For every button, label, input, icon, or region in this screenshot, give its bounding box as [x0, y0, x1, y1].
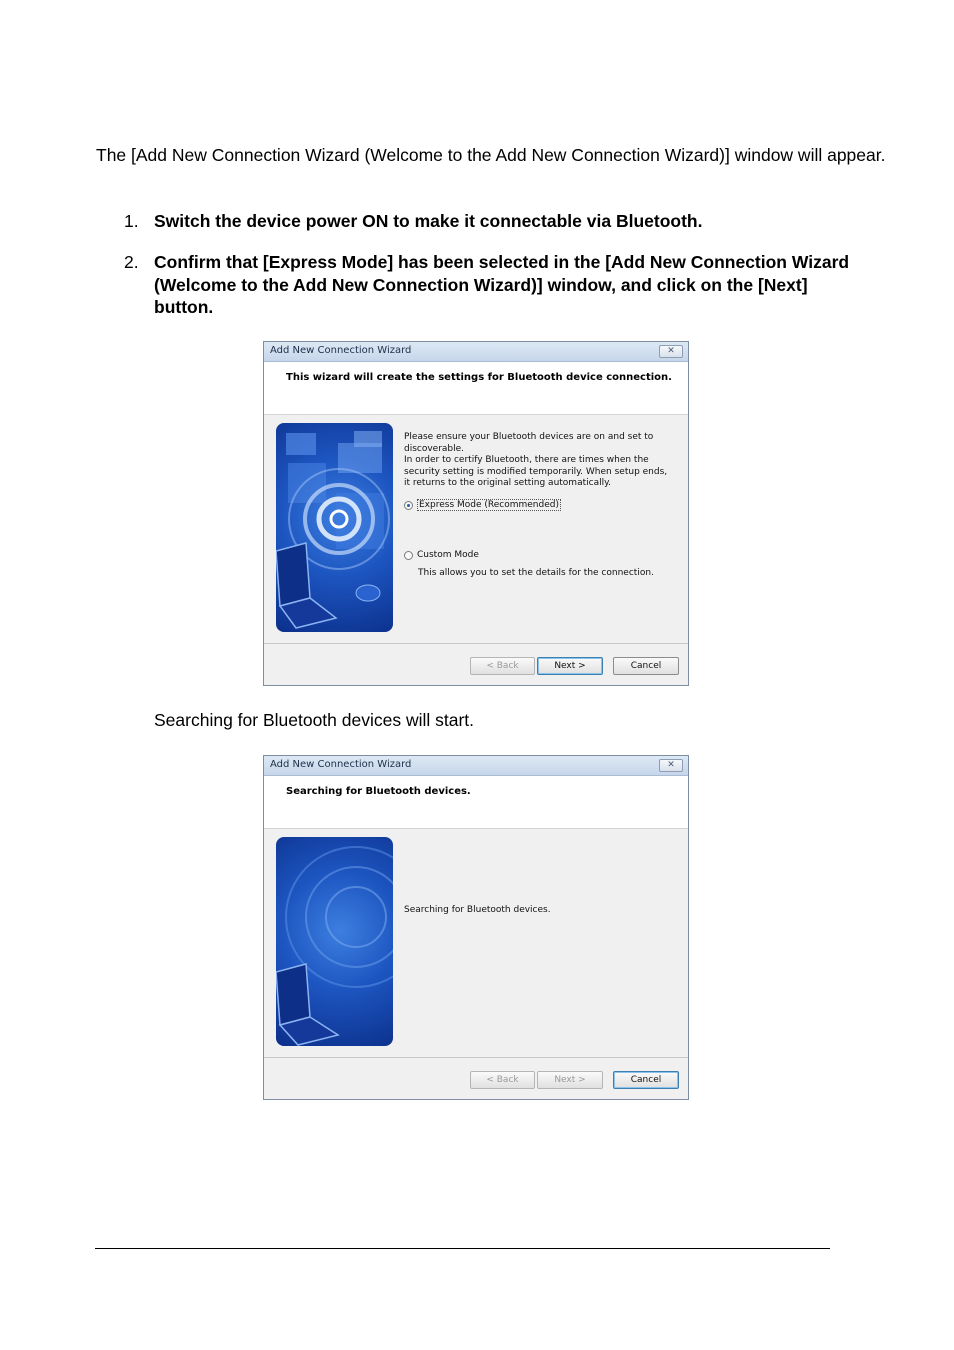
close-icon[interactable]: ✕	[659, 345, 683, 358]
express-mode-option[interactable]	[404, 499, 561, 511]
back-button[interactable]: < Back	[470, 657, 535, 675]
custom-mode-option[interactable]	[404, 550, 479, 560]
header-text: This wizard will create the settings for Bluetooth device connection.	[286, 372, 672, 383]
step-text: Confirm that [Express Mode] has been selected in the [Add New Connection Wizard (Welcome to the Add New Connection Wizard)] window, and click on the [Next] button.	[154, 252, 850, 317]
dialog-header	[264, 362, 688, 415]
footer-divider	[264, 643, 688, 644]
cancel-button[interactable]: Cancel	[613, 1071, 679, 1089]
wizard-dialog-searching	[263, 755, 689, 1100]
footer-divider	[264, 1057, 688, 1058]
info-line-2: In order to certify Bluetooth, there are times when the security setting is modified temporarily. When setup ends, it returns to the original setting automatically.	[404, 455, 668, 488]
radio-unselected-icon[interactable]	[404, 551, 413, 560]
info-text	[404, 432, 674, 490]
custom-mode-description: This allows you to set the details for the connection.	[418, 568, 654, 578]
dialog-title: Add New Connection Wizard	[270, 345, 412, 356]
next-button[interactable]: Next >	[537, 657, 603, 675]
dialog-titlebar[interactable]	[264, 342, 688, 362]
cancel-button[interactable]: Cancel	[613, 657, 679, 675]
dialog-titlebar[interactable]	[264, 756, 688, 776]
info-line-1: Please ensure your Bluetooth devices are on and set to discoverable.	[404, 432, 654, 454]
intro-paragraph: The [Add New Connection Wizard (Welcome to the Add New Connection Wizard)] window will appear.	[96, 145, 886, 165]
step-number: 1.	[124, 211, 139, 231]
status-text: Searching for Bluetooth devices.	[404, 905, 551, 915]
header-text: Searching for Bluetooth devices.	[286, 786, 471, 797]
dialog-title: Add New Connection Wizard	[270, 759, 412, 770]
footer-rule	[95, 1248, 830, 1249]
wizard-dialog-welcome	[263, 341, 689, 686]
step-text: Switch the device power ON to make it connectable via Bluetooth.	[154, 211, 703, 231]
custom-mode-label[interactable]: Custom Mode	[417, 550, 479, 560]
radio-selected-icon[interactable]	[404, 501, 413, 510]
bluetooth-devices-illustration	[276, 423, 393, 632]
express-mode-label[interactable]: Express Mode (Recommended)	[419, 500, 559, 510]
next-button[interactable]: Next >	[537, 1071, 603, 1089]
search-caption: Searching for Bluetooth devices will start.	[154, 710, 475, 730]
close-icon[interactable]: ✕	[659, 759, 683, 772]
back-button[interactable]: < Back	[470, 1071, 535, 1089]
step-number: 2.	[124, 252, 139, 272]
searching-illustration	[276, 837, 393, 1046]
dialog-header	[264, 776, 688, 829]
